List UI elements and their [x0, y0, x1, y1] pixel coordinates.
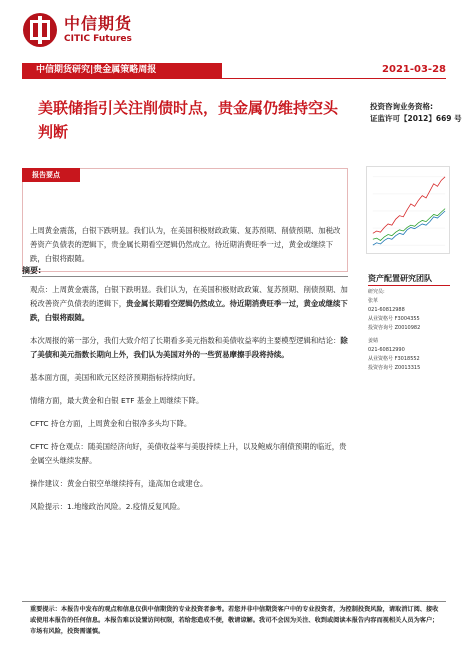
member-phone: 021-60812988	[368, 307, 405, 313]
report-title: 美联储指引关注削债时点，贵金属仍维持空头判断	[38, 99, 339, 141]
disclaimer-divider	[22, 601, 446, 602]
paragraph-text: 操作建议：黄金白银空单继续持有，逢高加仓或建仓。	[30, 479, 208, 488]
paragraph-text: 情绪方面，最大黄金和白银 ETF 基金上周继续下降。	[30, 396, 204, 405]
member-cert: 从业资格号 F3018552	[368, 356, 420, 362]
team-label: 研究员:	[368, 289, 385, 295]
team-list	[368, 288, 450, 373]
certification-license: 证监许可【2012】669 号	[370, 114, 462, 123]
team-member	[368, 337, 450, 373]
abstract-paragraph	[30, 371, 350, 385]
abstract-paragraph	[30, 334, 350, 362]
team-member	[368, 297, 450, 333]
paragraph-text: 基本面方面，美国和欧元区经济预期指标持续向好。	[30, 373, 200, 382]
member-name: 张革	[368, 298, 379, 304]
summary-tag: 报告要点	[22, 168, 80, 182]
abstract-paragraph	[30, 477, 350, 491]
report-date: 2021-03-28	[382, 64, 446, 75]
abstract-paragraph	[30, 500, 350, 514]
certification-label: 投资咨询业务资格:	[370, 102, 433, 111]
member-cert: 从业资格号 F3004355	[368, 316, 420, 322]
paragraph-emphasis: 贵金属长期看空逻辑仍然成立。待近期消费旺季一过，黄金或继续下跌，白银将跟随。	[30, 299, 348, 322]
brand-name-cn: 中信期货	[64, 14, 133, 33]
paragraph-text: 风险提示：1.地缘政治风险。2.疫情反复风险。	[30, 502, 185, 511]
chart-series-line	[373, 177, 445, 234]
certification	[370, 101, 462, 125]
abstract-paragraph	[30, 440, 350, 468]
brand-logo	[22, 12, 132, 48]
summary-text: 上周黄金震荡，白银下跌明显。我们认为，在美国积极财政政策、复苏预期、削债预期、加税改善资产负债表的逻辑下，贵金属长期看空逻辑仍然成立。待近期消费旺季一过，黄金或继续下跌，白银将跟随。	[30, 226, 341, 263]
abstract-paragraph	[30, 417, 350, 431]
team-divider	[368, 285, 450, 286]
abstract-heading: 摘要:	[22, 266, 42, 275]
member-name: 姜婧	[368, 338, 379, 344]
report-series-ribbon: 中信期货研究|贵金属策略周报	[22, 63, 222, 78]
paragraph-text: 本次周报的第一部分，我们大致介绍了长期看多美元指数和美债收益率的主要模型逻辑和结论：	[30, 336, 341, 345]
header-divider	[22, 78, 446, 79]
abstract-paragraph	[30, 394, 350, 408]
disclaimer: 重要提示：本报告中发布的观点和信息仅供中信期货的专业投资者参考。若您并非中信期货客户中的专业投资者，为控制投资风险，请取消订阅、接收或使用本报告的任何信息。本报告难以设置访问权限，若给您造成不便，敬请谅解。我司不会因为关注、收到或阅读本报告内容而视相关人员为客户；市场有风险，投资需谨慎。	[30, 606, 439, 635]
paragraph-text: CFTC 持仓方面，上周黄金和白银净多头均下降。	[30, 419, 192, 428]
price-chart	[366, 166, 450, 254]
paragraph-text: 观点：上周黄金震荡，白银下跌明显。我们认为，在美国积极财政政策、复苏预期、削债预期、加税改善资产负债表的逻辑下，	[30, 285, 348, 308]
citic-logo-icon	[22, 12, 58, 48]
abstract-paragraph	[30, 283, 350, 325]
abstract-body	[30, 283, 350, 523]
chart-series-line	[373, 209, 445, 241]
team-title: 资产配置研究团队	[368, 274, 432, 283]
member-cert: 投资咨询号 Z0013315	[368, 365, 421, 371]
abstract-divider	[22, 276, 348, 277]
paragraph-text: CFTC 持仓观点：随美国经济向好，美债收益率与美股持续上升，以及鲍威尔削债预期的临近，贵金属空头继续发酵。	[30, 442, 347, 465]
member-cert: 投资咨询号 Z0010982	[368, 325, 421, 331]
member-phone: 021-60812990	[368, 347, 405, 353]
brand-name-en: CITIC Futures	[64, 34, 132, 44]
paragraph-emphasis: 除了美债和美元指数长期向上外，我们认为美国对外的一些贸易摩擦手段将持续。	[30, 336, 348, 359]
